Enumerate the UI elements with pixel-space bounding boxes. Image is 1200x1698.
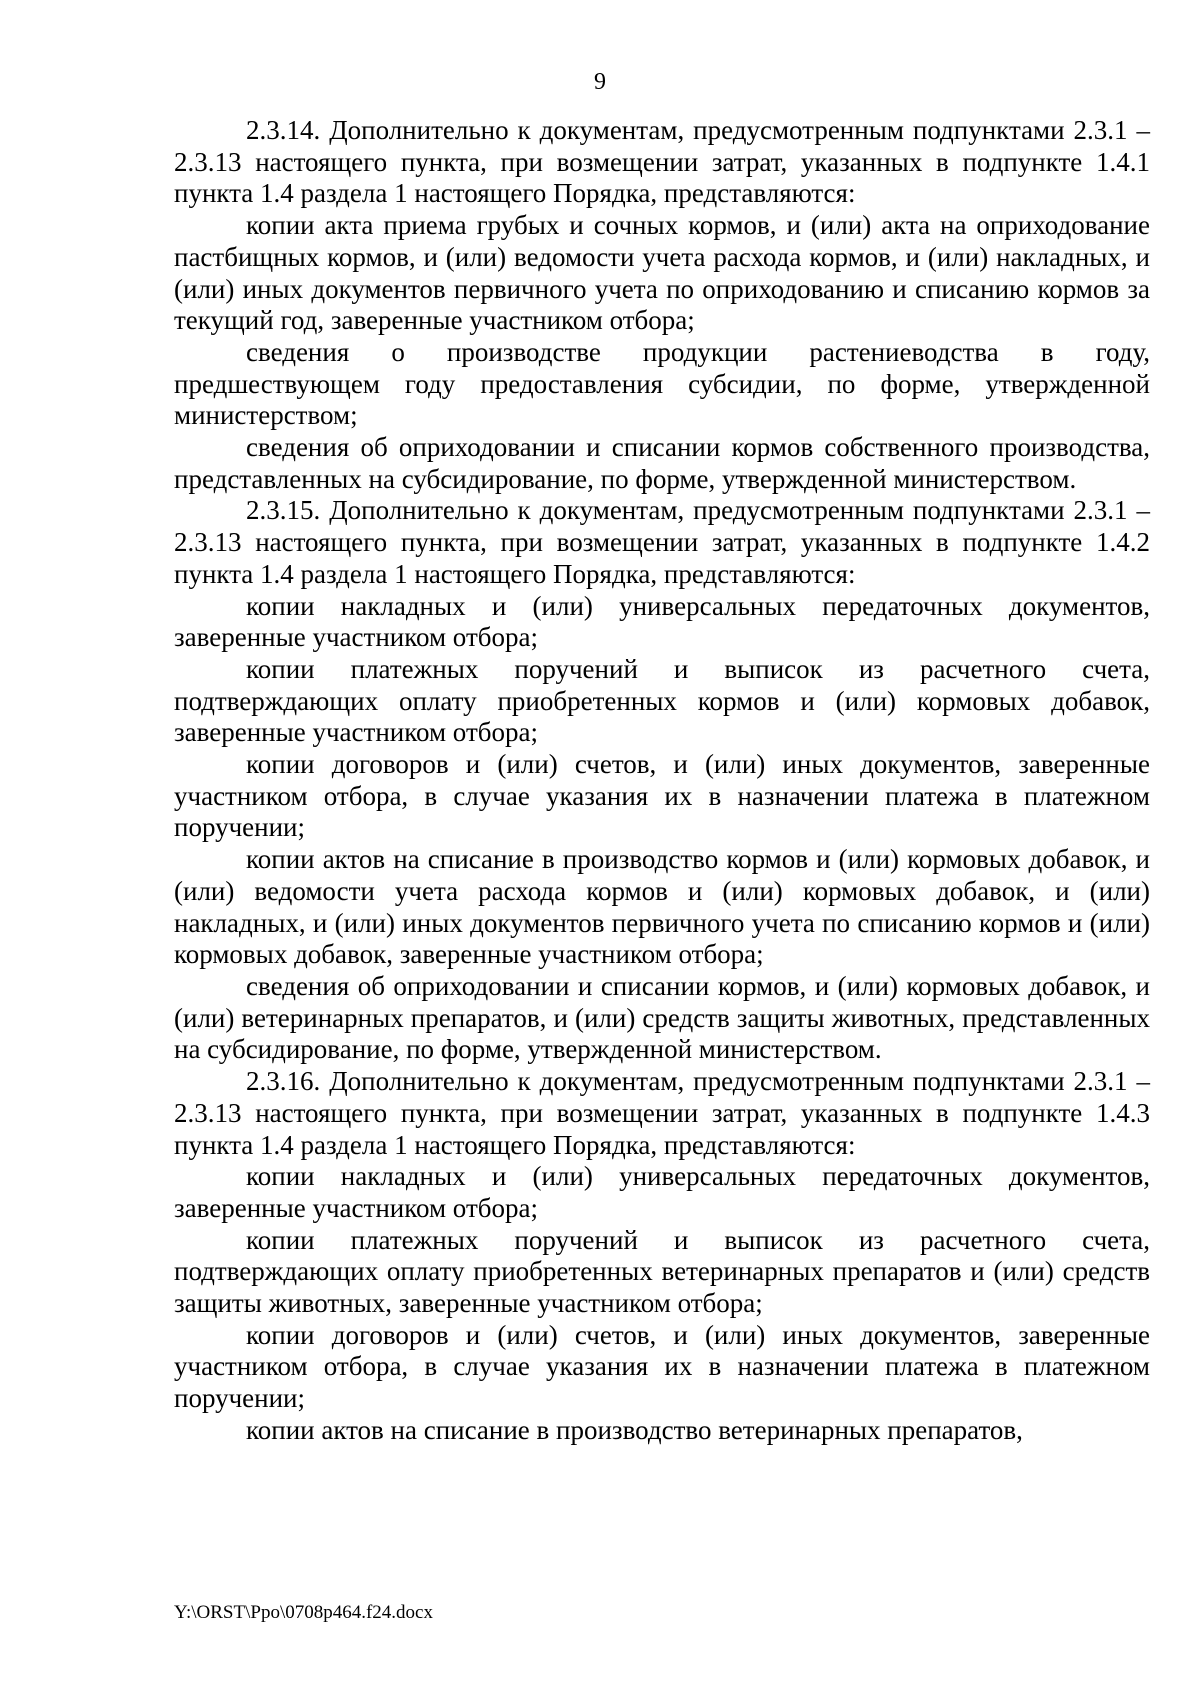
paragraph: копии акта приема грубых и сочных кормов, и (или) акта на оприходование пастбищных кормов, и (или) ведомости учета расхода кормов, и (или) накладных, и (или) иных документов первичного учета по оприходованию и списанию кормов за текущий год, заверенные участником отбора; — [174, 210, 1150, 336]
paragraph-2-3-15: 2.3.15. Дополнительно к документам, предусмотренным подпунктами 2.3.1 – 2.3.13 настоящего пункта, при возмещении затрат, указанных в подпункте 1.4.2 пункта 1.4 раздела 1 настоящего Порядка, представляются: — [174, 495, 1150, 589]
paragraph: копии актов на списание в производство ветеринарных препаратов, — [246, 1414, 1023, 1445]
paragraph: сведения об оприходовании и списании кормов, и (или) кормовых добавок, и (или) ветеринарных препаратов, и (или) средств защиты животных, представленных на субсидирование, по форме, утвержденной министерством. — [174, 970, 1150, 1065]
paragraph: копии платежных поручений и выписок из расчетного счета, подтверждающих оплату приобретенных ветеринарных препаратов и (или) средств защиты животных, заверенные участником отбора; — [174, 1224, 1150, 1319]
paragraph: копии актов на списание в производство кормов и (или) кормовых добавок, и (или) ведомости учета расхода кормов и (или) кормовых добавок, и (или) накладных, и (или) иных документов первичного учета по списанию кормов и (или) кормовых добавок, заверенные участником отбора; — [174, 844, 1150, 970]
paragraph-2-3-14: 2.3.14. Дополнительно к документам, предусмотренным подпунктами 2.3.1 – 2.3.13 настоящего пункта, при возмещении затрат, указанных в подпункте 1.4.1 пункта 1.4 раздела 1 настоящего Порядка, представляются: — [174, 115, 1150, 209]
paragraph: копии договоров и (или) счетов, и (или) иных документов, заверенные участником отбора, в случае указания их в назначении платежа в платежном поручении; — [174, 1319, 1150, 1414]
paragraph: копии договоров и (или) счетов, и (или) иных документов, заверенные участником отбора, в случае указания их в назначении платежа в платежном поручении; — [174, 749, 1150, 843]
paragraph: сведения о производстве продукции растениеводства в году, предшествующем году предоставления субсидии, по форме, утвержденной министерством; — [174, 336, 1150, 431]
paragraph: копии накладных и (или) универсальных передаточных документов, заверенные участником отбора; — [174, 590, 1150, 653]
footer-file-path: Y:\ORST\Ppo\0708p464.f24.docx — [174, 1602, 433, 1623]
paragraph: сведения об оприходовании и списании кормов собственного производства, представленных на субсидирование, по форме, утвержденной министерством. — [174, 432, 1150, 494]
paragraph: копии накладных и (или) универсальных передаточных документов, заверенные участником отбора; — [174, 1161, 1150, 1223]
paragraph-2-3-16: 2.3.16. Дополнительно к документам, предусмотренным подпунктами 2.3.1 – 2.3.13 настоящего пункта, при возмещении затрат, указанных в подпункте 1.4.3 пункта 1.4 раздела 1 настоящего Порядка, представляются: — [174, 1066, 1150, 1160]
paragraph: копии платежных поручений и выписок из расчетного счета, подтверждающих оплату приобретенных кормов и (или) кормовых добавок, заверенные участником отбора; — [174, 653, 1150, 748]
page-number: 9 — [594, 69, 606, 95]
document-body — [174, 115, 1150, 1447]
